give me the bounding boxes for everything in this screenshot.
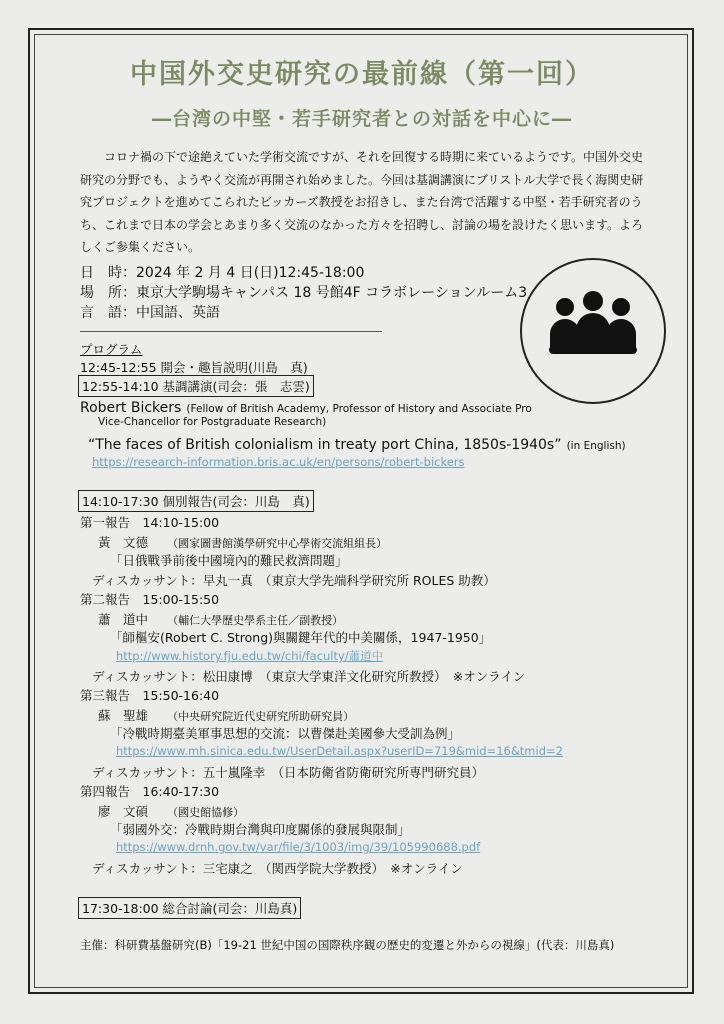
report-2-speaker-line — [98, 609, 343, 628]
report-1-label: 第一報告 14:10-15:00 — [80, 515, 220, 530]
report-2-discussant: ディスカッサント：松田康博 （東京大学東洋文化研究所教授） ※オンライン — [92, 669, 526, 684]
report-3-link[interactable]: https://www.mh.sinica.edu.tw/UserDetail.aspx?userID=719&mid=16&tmid=2 — [116, 744, 563, 758]
keynote-title-line — [88, 434, 626, 453]
event-date: 日 時：2024 年 2 月 4 日(日)12:45-18:00 — [80, 265, 365, 281]
program-opening: 12:45-12:55 開会・趣旨説明(川島 真) — [80, 360, 308, 375]
report-4-speaker-line — [98, 801, 244, 820]
report-4-link[interactable]: https://www.drnh.gov.tw/var/file/3/1003/img/39/105990688.pdf — [116, 840, 481, 854]
event-venue: 場 所：東京大学駒場キャンパス 18 号館4F コラボレーションルーム3 — [80, 285, 528, 301]
keynote-speaker-line — [80, 397, 532, 416]
report-2-link[interactable]: http://www.history.fju.edu.tw/chi/faculty/蕭道中 — [116, 649, 384, 663]
intro-paragraph: コロナ禍の下で途絶えていた学術交流ですが、それを回復する時期に来ているようです。中国外交史研究の分野でも、ようやく交流が再開され始めました。今回は基調講演にブリストル大学で長く海関史研究プロジェクトを進めてこられたビッカーズ教授をお招きし、また台湾で活躍する中堅・若手研究者のうち、これまで日本の学会とあまり多く交流のなかった方々を招聘し、討論の場を設けたく思います。よろしくご参集ください。 — [80, 150, 644, 254]
closing-session: 17:30-18:00 総合討論(司会：川島真) — [78, 897, 301, 919]
people-group-icon — [520, 258, 666, 404]
keynote-language: (in English) — [566, 440, 626, 452]
report-2-speaker: 蕭 道中 — [98, 612, 149, 627]
keynote-header: 12:55-14:10 基調講演(司会：張 志雲) — [78, 375, 314, 397]
report-4-title: 「弱國外交：冷戰時期台灣與印度關係的發展與限制」 — [110, 822, 411, 837]
event-language: 言 語：中国語、英語 — [80, 305, 220, 321]
report-3-discussant: ディスカッサント：五十嵐隆幸 （日本防衛省防衛研究所専門研究員） — [92, 765, 485, 780]
report-2-label: 第二報告 15:00-15:50 — [80, 592, 220, 607]
report-3-title: 「冷戰時期臺美軍事思想的交流：以曹傑赴美國參大受訓為例」 — [110, 726, 461, 741]
report-4-discussant: ディスカッサント：三宅康之 （関西学院大学教授） ※オンライン — [92, 861, 463, 876]
report-3-speaker-line — [98, 705, 354, 724]
keynote-link[interactable]: https://research-information.bris.ac.uk/en/persons/robert-bickers — [92, 455, 465, 469]
keynote-affiliation: (Fellow of British Academy, Professor of History and Associate Pro — [186, 403, 532, 415]
report-1-discussant: ディスカッサント：早丸一真 （東京大学先端科学研究所 ROLES 助教） — [92, 573, 496, 588]
keynote-affiliation-cont: Vice-Chancellor for Postgraduate Research) — [98, 416, 327, 428]
report-3-affiliation: （中央研究院近代史研究所助研究員） — [167, 710, 355, 723]
report-4-speaker: 廖 文碩 — [98, 804, 149, 819]
keynote-title: “The faces of British colonialism in treaty port China, 1850s-1940s” — [88, 437, 562, 453]
report-3-speaker: 蘇 聖雄 — [98, 708, 149, 723]
report-1-title: 「日俄戰爭前後中國境內的難民救濟問題」 — [110, 553, 348, 568]
report-1-speaker: 黃 文德 — [98, 535, 149, 550]
event-subtitle: ―台湾の中堅・若手研究者との対話を中心に― — [151, 108, 572, 130]
report-1-affiliation: （國家圖書館漢學研究中心學術交流組組長） — [167, 537, 388, 550]
section-divider — [80, 331, 382, 332]
report-4-label: 第四報告 16:40-17:30 — [80, 784, 220, 799]
report-4-affiliation: （國史館協修） — [167, 806, 245, 819]
event-title: 中国外交史研究の最前線（第一回） — [130, 59, 594, 90]
report-2-affiliation: （輔仁大學歷史學系主任／副教授） — [167, 614, 344, 627]
report-1-speaker-line — [98, 532, 387, 551]
sponsor-line: 主催：科研費基盤研究(B)「19-21 世紀中国の国際秩序観の歴史的変遷と外からの視線」(代表：川島真) — [80, 938, 615, 952]
report-2-title: 「師樞安(Robert C. Strong)與關鍵年代的中美關係，1947-1950」 — [110, 630, 492, 645]
keynote-speaker: Robert Bickers — [80, 400, 182, 416]
session-header: 14:10-17:30 個別報告(司会：川島 真) — [78, 490, 314, 512]
report-3-label: 第三報告 15:50-16:40 — [80, 688, 220, 703]
program-heading: プログラム — [80, 342, 143, 357]
